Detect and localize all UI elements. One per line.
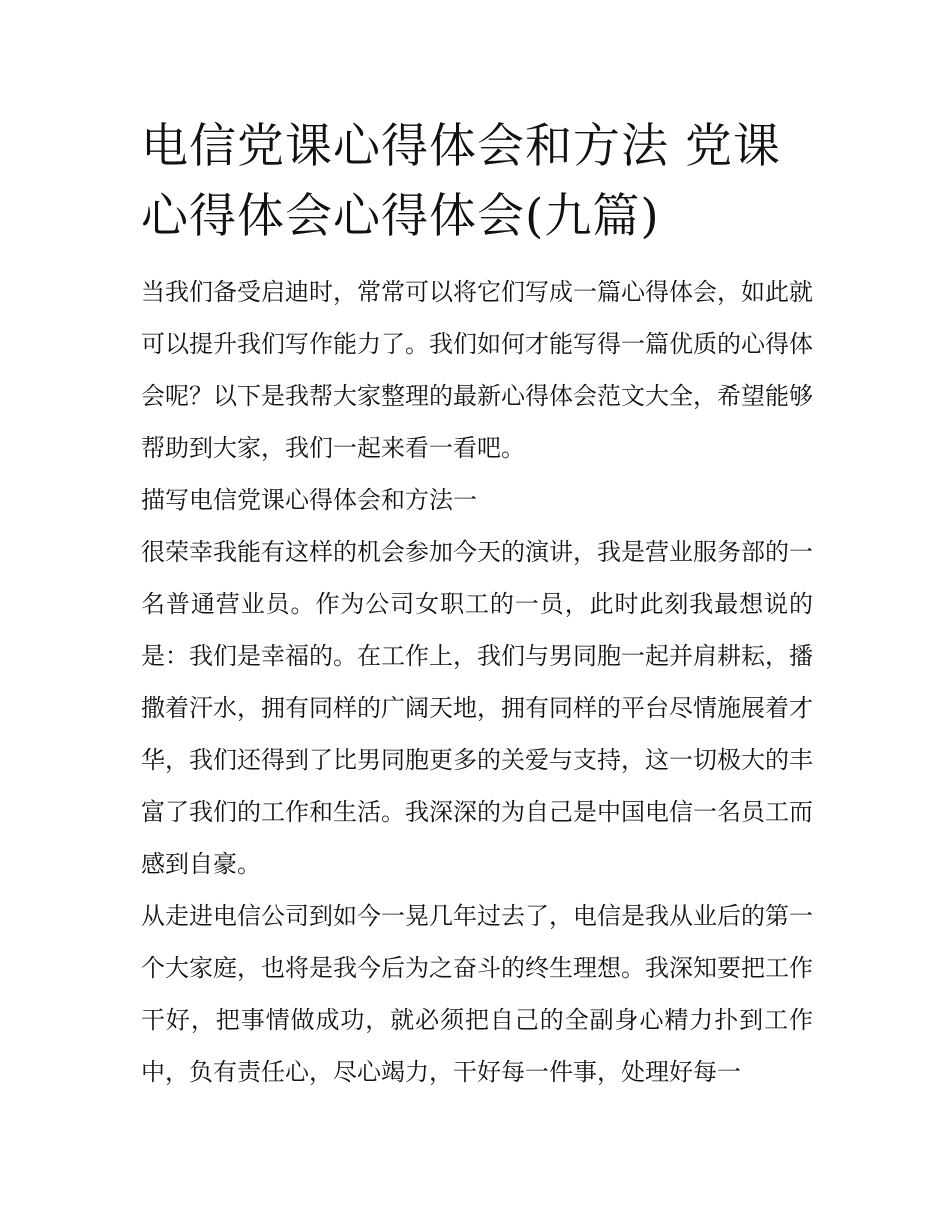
body-paragraph: 很荣幸我能有这样的机会参加今天的演讲，我是营业服务部的一名普通营业员。作为公司女职工的一员，此时此刻我最想说的是：我们是幸福的。在工作上，我们与男同胞一起并肩耕耘，播撒着汗水，拥有同样的广阔天地，拥有同样的平台尽情施展着才华，我们还得到了比男同胞更多的关爱与支持，这一切极大的丰富了我们的工作和生活。我深深的为自己是中国电信一名员工而感到自豪。 — [141, 538, 813, 878]
document-title: 电信党课心得体会和方法 党课心得体会心得体会(九篇) — [141, 119, 781, 244]
document-page — [141, 112, 813, 1098]
section-heading: 描写电信党课心得体会和方法一 — [141, 486, 477, 514]
body-paragraph: 从走进电信公司到如今一晃几年过去了，电信是我从业后的第一个大家庭，也将是我今后为之奋斗的终生理想。我深知要把工作干好，把事情做成功，就必须把自己的全副身心精力扑到工作中，负有责任心，尽心竭力，干好每一件事，处理好每一 — [141, 902, 813, 1086]
intro-paragraph: 当我们备受启迪时，常常可以将它们写成一篇心得体会，如此就可以提升我们写作能力了。我们如何才能写得一篇优质的心得体会呢？以下是我帮大家整理的最新心得体会范文大全，希望能够帮助到大家，我们一起来看一看吧。 — [141, 278, 813, 462]
